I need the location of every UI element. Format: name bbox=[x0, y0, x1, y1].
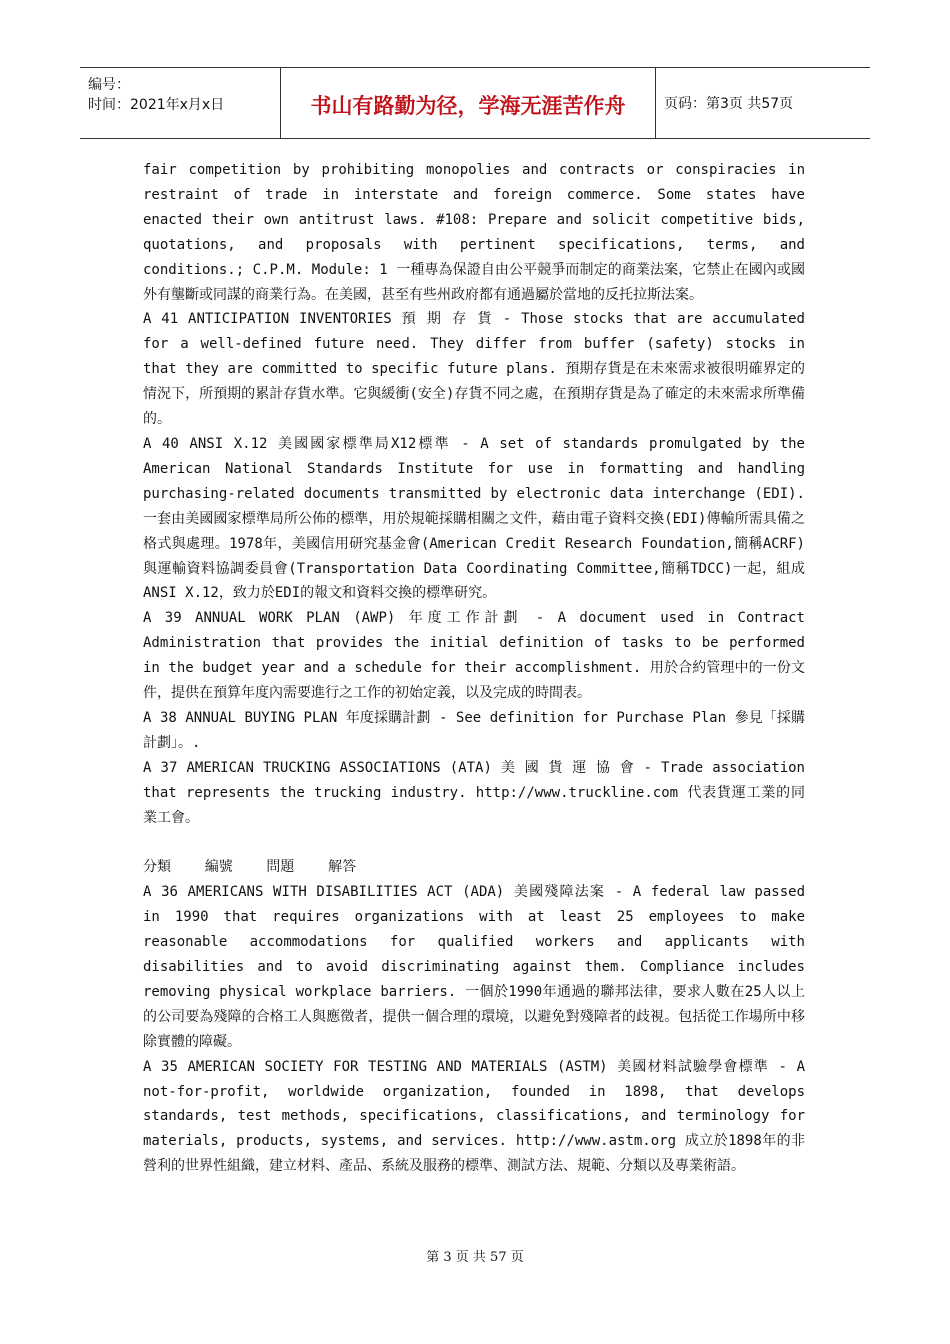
entry-astm: A 35 AMERICAN SOCIETY FOR TESTING AND MATERIALS (ASTM) 美國材料試驗學會標準 - A not-for-profit, worldwide organization, founded in 1898, that develops standards, test methods, specifications, classifications, and terminology for materials, products, systems, and services. http://www.astm.org 成立於1898年的非營利的世界性組織，建立材料、產品、系統及服務的標準、測試方法、規範、分類以及專業術語。 bbox=[143, 1058, 805, 1175]
entry-ansi-x12: A 40 ANSI X.12 美國國家標準局X12標準 - A set of standards promulgated by the American National Standards Institute for use in formatting and handling purchasing-related documents transmitted by electronic data interchange (EDI). 一套由美國國家標準局所公佈的標準，用於規範採購相關之文件，藉由電子資料交換(EDI)傳輸所需具備之格式與處理。1978年，美國信用研究基金會(American Credit Research Foundation,簡稱ACRF)與運輸資料協調委員會(Transportation Data Coordinating Committee,簡稱TDCC)一起，組成ANSI X.12，致力於EDI的報文和資料交換的標準研究。 bbox=[143, 435, 805, 602]
entry-american-trucking-associations: A 37 AMERICAN TRUCKING ASSOCIATIONS (ATA) 美 國 貨 運 協 會 - Trade association that represents the trucking industry. http://www.truckline.com 代表貨運工業的同業工會。 bbox=[143, 759, 805, 826]
document-time-label: 时间：2021年x月x日 bbox=[88, 97, 225, 113]
header-page-number: 页码：第3页 共57页 bbox=[664, 96, 794, 112]
header-left-cell bbox=[80, 68, 281, 138]
header-motto-cell bbox=[281, 68, 656, 138]
entry-americans-with-disabilities-act: A 36 AMERICANS WITH DISABILITIES ACT (ADA) 美國殘障法案 - A federal law passed in 1990 that requires organizations with at least 25 employees to make reasonable accommodations for qualified workers and applicants with disabilities and to avoid discriminating against them. Compliance includes removing physical workplace barriers. 一個於1990年通過的聯邦法律，要求人數在25人以上的公司要為殘障的合格工人與應徵者，提供一個合理的環境，以避免對殘障者的歧視。包括從工作場所中移除實體的障礙。 bbox=[143, 884, 805, 1050]
entry-anticipation-inventories: A 41 ANTICIPATION INVENTORIES 預 期 存 貨 - Those stocks that are accumulated for a well-defined future need. They differ from buffer (safety) stocks in that they are committed to specific future plans. 預期存貨是在未來需求被很明確界定的情況下，所預期的累計存貨水準。它與緩衝(安全)存貨不同之處，在預期存貨是為了確定的未來需求所準備的。 bbox=[143, 311, 805, 428]
page-footer: 第 3 页 共 57 页 bbox=[426, 1250, 524, 1265]
entry-annual-buying-plan: A 38 ANNUAL BUYING PLAN 年度採購計劃 - See definition for Purchase Plan 參見「採購計劃」。. bbox=[143, 709, 805, 751]
header-page-cell bbox=[656, 68, 870, 138]
paragraph-antitrust-continued: fair competition by prohibiting monopolies and contracts or conspiracies in restraint of trade in interstate and foreign commerce. Some states have enacted their own antitrust laws. #108: Prepare and solicit competitive bids, quotations, and proposals with pertinent specifications, terms, and conditions.; C.P.M. Module: 1 一種專為保證自由公平競爭而制定的商業法案，它禁止在國內或國外有壟斷或同謀的商業行為。在美國，甚至有些州政府都有通過屬於當地的反托拉斯法案。 bbox=[143, 162, 805, 303]
entry-annual-work-plan: A 39 ANNUAL WORK PLAN (AWP) 年度工作計劃 - A document used in Contract Administration that provides the initial definition of tasks to be performed in the budget year and a schedule for their accomplishment. 用於合約管理中的一份文件，提供在預算年度內需要進行之工作的初始定義，以及完成的時間表。 bbox=[143, 610, 805, 702]
document-number-label: 编号： bbox=[88, 77, 130, 93]
glossary-body bbox=[143, 158, 805, 1179]
page-header bbox=[80, 67, 870, 139]
header-motto: 书山有路勤为径，学海无涯苦作舟 bbox=[310, 94, 626, 118]
table-heading-row: 分類 編號 問題 解答 bbox=[143, 859, 357, 876]
blank-line bbox=[143, 830, 805, 855]
